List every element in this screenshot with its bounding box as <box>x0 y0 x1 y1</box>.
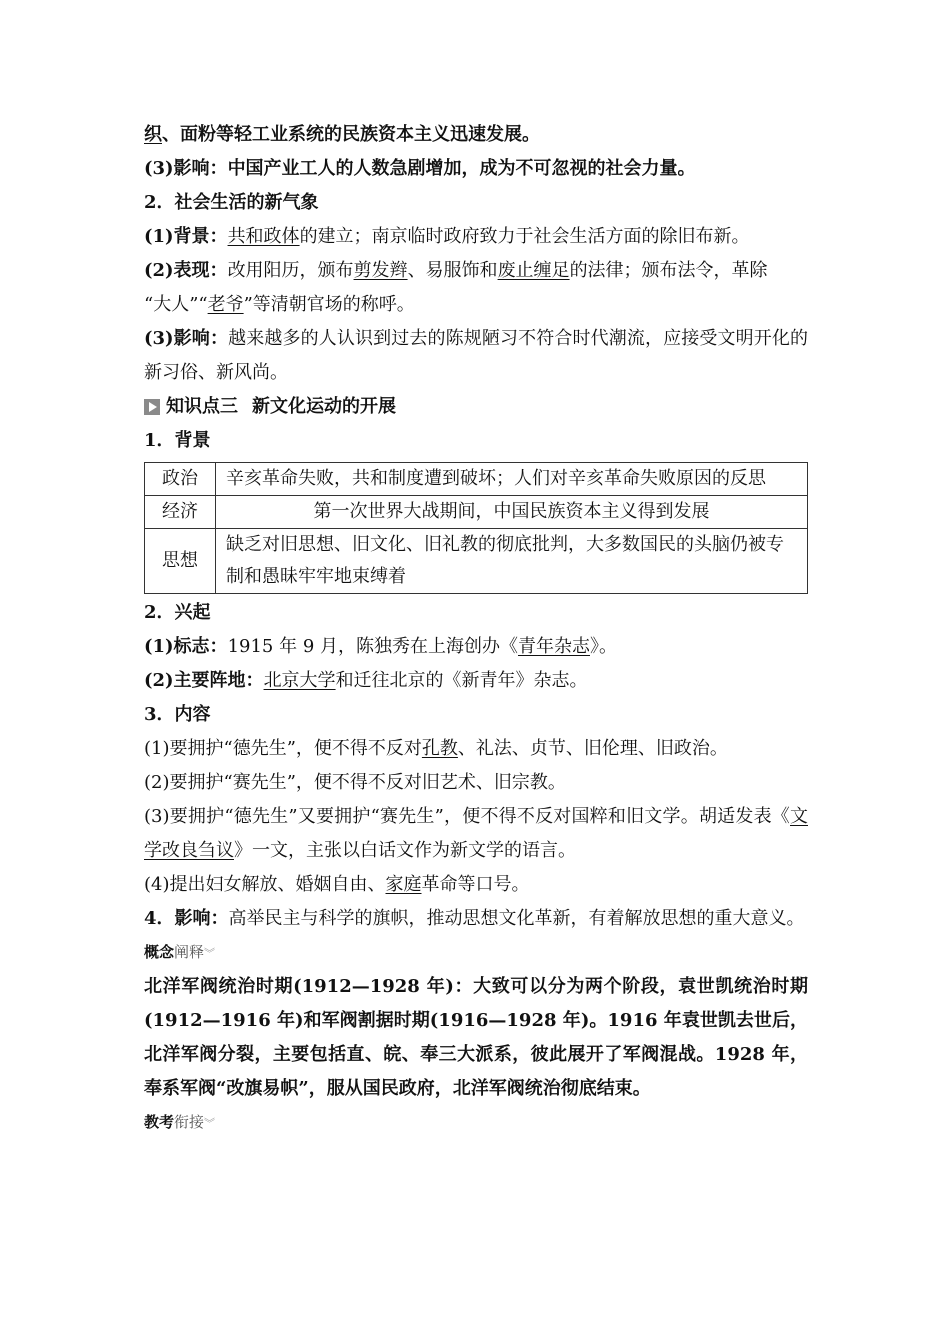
knowledge-point-heading <box>144 390 808 424</box>
paragraph-impact-2 <box>144 322 808 390</box>
text: (1912—1928 年)：大致可以分为两个阶段，袁世凯统治时期(1912—1916 年)和军阀割据时期(1916—1928 年)。1916 年袁世凯去世后，北洋军阀分裂，主要包括直、皖、奉三大派系，彼此展开了军阀混战。1928 年，奉系军阀“改旗易帜”，服从国民政府，北洋军阀统治彻底结束。 <box>144 976 808 1099</box>
text: 、礼法、贞节、旧伦理、旧政治。 <box>457 738 728 759</box>
table-key-cell: 思想 <box>145 529 216 594</box>
item-label: (3)影响： <box>144 328 229 349</box>
text: 革命等口号。 <box>421 874 530 895</box>
section-heading-content: 3．内容 <box>144 704 211 725</box>
double-chevron-down-icon: ︾ <box>204 1117 216 1130</box>
text: (4)提出妇女解放、婚姻自由、 <box>144 874 386 895</box>
text: 高举民主与科学的旗帜，推动思想文化革新，有着解放思想的重大意义。 <box>228 908 805 929</box>
table-value-cell: 第一次世界大战期间，中国民族资本主义得到发展 <box>216 496 808 529</box>
exam-link-tag <box>144 1106 808 1140</box>
text: 越来越多的人认识到过去的陈规陋习不符合时代潮流，应接受文明开化的新习俗、新风尚。 <box>144 328 809 383</box>
underlined-term: 老爷 <box>207 294 244 315</box>
table-row <box>145 529 808 594</box>
table-key-cell: 政治 <box>145 463 216 496</box>
table-value-cell: 缺乏对旧思想、旧文化、旧礼教的彻底批判，大多数国民的头脑仍被专制和愚昧牢牢地束缚着 <box>216 529 808 594</box>
table-row <box>145 496 808 529</box>
underlined-term: 剪发辫 <box>353 260 408 281</box>
paragraph-influence <box>144 902 808 936</box>
text: (1)要拥护“德先生”，便不得不反对 <box>144 738 422 759</box>
text: “大人”“ <box>144 294 208 315</box>
text: (3)要拥护“德先生”又要拥护“赛先生”，便不得不反对国粹和旧文学。胡适发表《 <box>144 806 790 827</box>
item-label: 4．影响： <box>144 908 229 929</box>
table-value-cell: 辛亥革命失败，共和制度遭到破坏；人们对辛亥革命失败原因的反思 <box>216 463 808 496</box>
paragraph-content-2: (2)要拥护“赛先生”，便不得不反对旧艺术、旧宗教。 <box>144 772 566 793</box>
table-key-cell: 经济 <box>145 496 216 529</box>
tag-bold: 教考 <box>144 1113 175 1131</box>
knowledge-point-label: 知识点三 <box>166 396 238 417</box>
text: 改用阳历，颁布 <box>227 260 354 281</box>
tag-bold: 概念 <box>144 943 175 961</box>
text: 的法律；颁布法令，革除 <box>569 260 768 281</box>
underlined-term: 织 <box>144 124 162 145</box>
double-chevron-down-icon: ︾ <box>204 947 216 960</box>
underlined-term: 家庭 <box>385 874 422 895</box>
text: 》。 <box>590 636 617 657</box>
item-label: (3)影响： <box>144 158 228 179</box>
paragraph-manifestation-cont <box>144 288 808 322</box>
text: 的建立；南京临时政府致力于社会生活方面的除旧布新。 <box>299 226 750 247</box>
paragraph-content-3 <box>144 800 808 868</box>
paragraph-background <box>144 220 808 254</box>
table-row <box>145 463 808 496</box>
concept-explanation-tag <box>144 936 808 970</box>
section-heading-background: 1．背景 <box>144 430 211 451</box>
tag-light: 阐释 <box>174 943 205 961</box>
underlined-term: 文学改良刍议 <box>144 806 808 861</box>
paragraph-base <box>144 664 808 698</box>
knowledge-point-title: 新文化运动的开展 <box>252 396 396 417</box>
underlined-term: 废止缠足 <box>497 260 570 281</box>
paragraph-impact-1 <box>144 152 808 186</box>
item-label: (2)表现： <box>144 260 228 281</box>
text: ”等清朝官场的称呼。 <box>243 294 415 315</box>
text: 》一文，主张以白话文作为新文学的语言。 <box>234 840 576 861</box>
paragraph-content-4 <box>144 868 808 902</box>
section-heading-social-life: 2．社会生活的新气象 <box>144 192 319 213</box>
tag-light: 衔接 <box>174 1113 205 1131</box>
paragraph-industry-end <box>144 118 808 152</box>
background-table <box>144 462 808 594</box>
underlined-term: 孔教 <box>421 738 458 759</box>
item-label: (1)标志： <box>144 636 228 657</box>
paragraph-symbol <box>144 630 808 664</box>
text: 、易服饰和 <box>407 260 498 281</box>
document-body <box>144 118 808 1140</box>
underlined-term: 北京大学 <box>263 670 336 691</box>
item-label: (1)背景： <box>144 226 228 247</box>
item-label: (2)主要阵地： <box>144 670 264 691</box>
paragraph-content-1 <box>144 732 808 766</box>
underlined-term: 共和政体 <box>227 226 300 247</box>
paragraph-beiyang <box>144 970 808 1106</box>
section-heading-rise: 2．兴起 <box>144 602 211 623</box>
underlined-term: 青年杂志 <box>518 636 590 657</box>
play-triangle-icon <box>144 399 160 415</box>
text: 、面粉等轻工业系统的民族资本主义迅速发展。 <box>162 124 540 145</box>
text: 中国产业工人的人数急剧增加，成为不可忽视的社会力量。 <box>227 158 696 179</box>
text: 1915 年 9 月，陈独秀在上海创办《 <box>227 636 518 657</box>
concept-term: 北洋军阀统治时期 <box>144 976 294 997</box>
paragraph-manifestation <box>144 254 808 288</box>
text: 和迁往北京的《新青年》杂志。 <box>335 670 588 691</box>
